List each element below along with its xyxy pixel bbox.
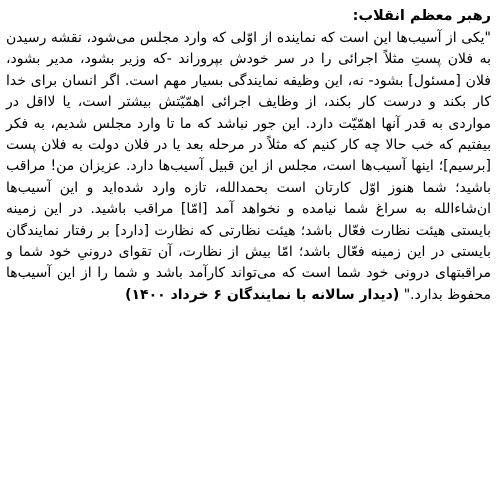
quote-text: "یکی از آسیب‌ها این است که نماینده از اوّلی که وارد مجلس می‌شود، نقشه رسیدن به فلان پستِ مثلاً اجرائی را در سر خودش بپروراند -که وزیر بشود، مدیر بشود، فلان [مسئول] بشود- نه، این وظیفه نمایندگی بسیار مهم است. اگر انسان برای خدا کار بکند و درست کار بکند، از وظایف اجرائی اهمّیّتش بیشتر است، یا لااقل در مواردی به قدر آنها اهمّیّت دارد. این جور نباشد که ما تا وارد مجلس شدیم، به فکر بیفتیم که خب حالا چه کار کنیم که مثلاً در مرحله بعد یا در فلان دولت به فلان پست [برسیم]؛ اینها آسیب‌ها است، مجلس از این قبیل آسیب‌ها دارد. عزیزان من! مراقب باشید؛ شما هنوز اوّل کارتان است بحمدالله، تازه وارد شده‌اید و این آسیب‌ها ان‌شاءالله به سراغ شما نیامده و نخواهد آمد [امّا] مراقب باشید. در این زمینه بایستی هیئت نظارت فعّال باشد؛ هیئت نظارتی که نظارت [دارد] بر رفتار نمایندگان بایستی در این زمینه فعّال باشد؛ امّا بیش از نظارت، آن تقوای درونیِ خود شما و مراقبتهای درونی خود شما است که می‌تواند کارآمد باشد و شما را از این آسیب‌ها محفوظ بدارد." — [6, 30, 491, 303]
heading: رهبر معظم انقلاب: — [352, 8, 491, 24]
quote-paragraph — [6, 28, 491, 306]
attribution: (دیدار سالانه با نمایندگان ۶ خرداد ۱۴۰۰) — [125, 286, 400, 303]
